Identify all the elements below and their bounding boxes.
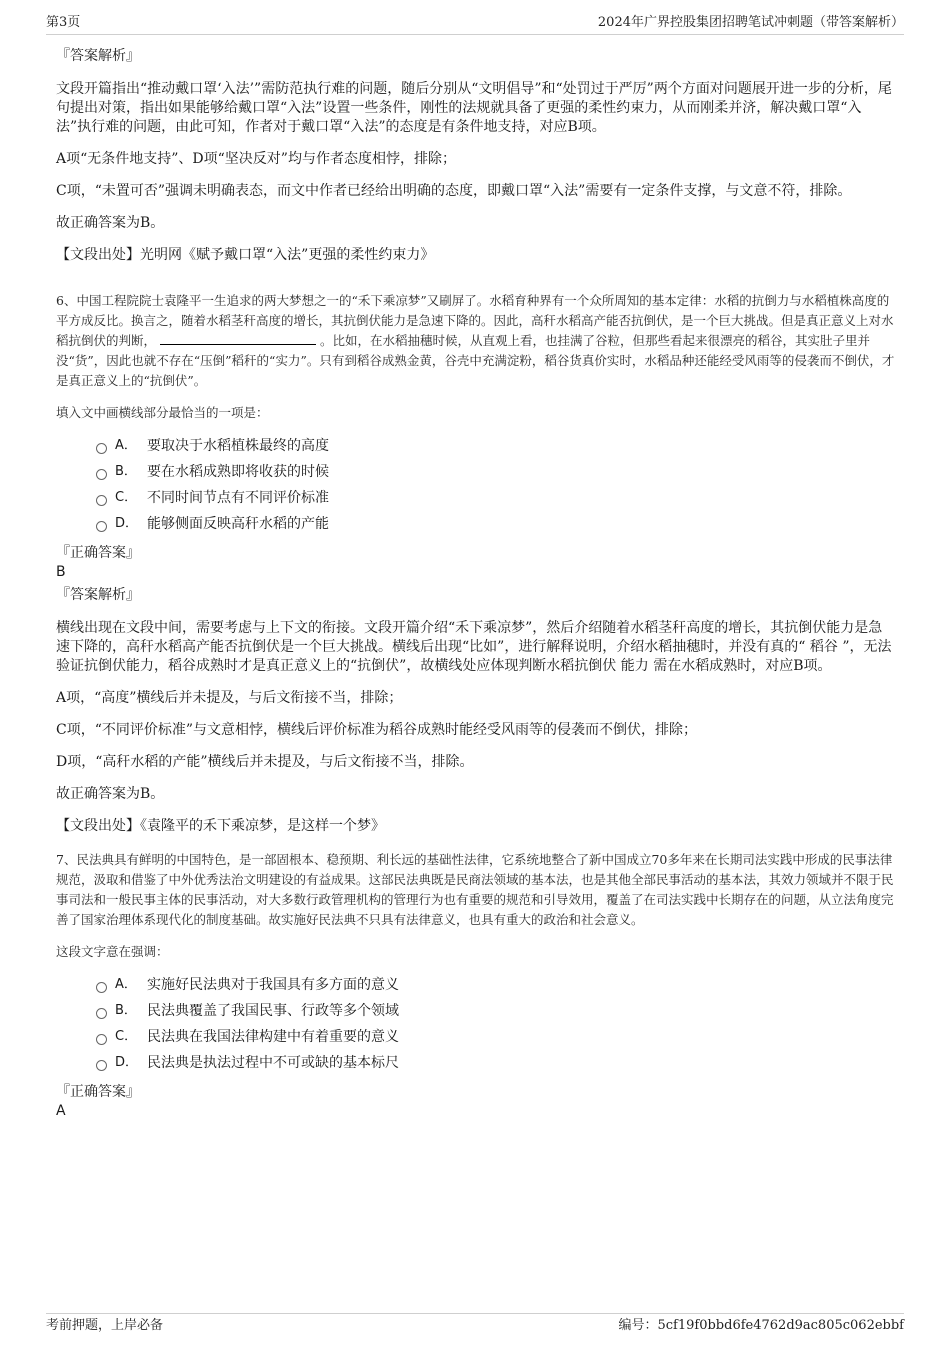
page-content [56,46,896,1120]
q6-analysis-p5: 故正确答案为B。 [56,786,165,802]
q5-analysis-p3: C项，“未置可否”强调未明确表态，而文中作者已经给出明确的态度，即戴口罩“入法”需要有一定条件支撑，与文意不符，排除。 [56,183,852,199]
q6-stem-after: 。比如，在水稻抽穗时候，从直观上看，也挂满了谷粒，但那些看起来很漂亮的稻谷，其实肚子里并没“货”，因此也就不存在“压倒”稻秆的“实力”。只有到稻谷成熟金黄，谷壳中充满淀粉，稻谷货真价实时，水稻品种还能经受风雨等的侵袭而不倒伏，才是真正意义上的“抗倒伏”。 [56,333,895,388]
q6-option-d[interactable]: D． 能够侧面反映高秆水稻的产能 [96,511,896,537]
q6-correct-value: B [56,564,66,580]
q7-option-a[interactable]: A． 实施好民法典对于我国具有多方面的意义 [96,972,896,998]
radio-icon[interactable] [96,1008,107,1019]
q6-analysis-p1: 横线出现在文段中间，需要考虑与上下文的衔接。文段开篇介绍“禾下乘凉梦”，然后介绍随着水稻茎秆高度的增长，其抗倒伏能力是急速下降的，高秆水稻高产能否抗倒伏是一个巨大挑战。横线后出现“比如”，进行解释说明，介绍水稻抽穗时，并没有真的“ 稻谷 ”，无法验证抗倒伏能力，稻谷成熟时才是真正意义上的“抗倒伏”，故横线处应体现判断水稻抗倒伏 能力 需在水稻成熟时，对应B项。 [56,620,892,674]
q5-analysis-p1: 文段开篇指出“推动戴口罩‘入法’”需防范执行难的问题，随后分别从“文明倡导”和“处罚过于严厉”两个方面对问题展开进一步的分析，尾句提出对策，指出如果能够给戴口罩“入法”设置一些条件，刚性的法规就具备了更强的柔性约束力，从而刚柔并济，解决戴口罩“入法”执行难的问题，由此可知，作者对于戴口罩“入法”的态度是有条件地支持，对应B项。 [56,81,892,135]
q5-analysis-label: 『答案解析』 [56,48,140,64]
q6-option-c[interactable]: C． 不同时间节点有不同评价标准 [96,485,896,511]
q7-option-d[interactable]: D． 民法典是执法过程中不可或缺的基本标尺 [96,1050,896,1076]
q6-fill-blank [160,332,316,345]
q7-options [96,972,896,1076]
radio-icon[interactable] [96,495,107,506]
q6-analysis-p2: A项，“高度”横线后并未提及，与后文衔接不当，排除； [56,690,403,706]
q6-correct-label: 『正确答案』 [56,545,140,561]
q5-analysis-p2: A项“无条件地支持”、D项“坚决反对”均与作者态度相悖，排除； [56,151,456,167]
q6-prompt: 填入文中画横线部分最恰当的一项是： [56,405,269,420]
footer-doc-id: 编号：5cf19f0bbd6fe4762d9ac805c062ebbf [618,1318,904,1333]
page-footer [46,1313,904,1338]
radio-icon[interactable] [96,469,107,480]
q7-correct-label: 『正确答案』 [56,1084,140,1100]
q6-option-a[interactable]: A． 要取决于水稻植株最终的高度 [96,433,896,459]
radio-icon[interactable] [96,982,107,993]
page-header [46,14,904,35]
q7-correct-value: A [56,1103,66,1119]
q7-stem: 7、民法典具有鲜明的中国特色，是一部固根本、稳预期、利长远的基础性法律，它系统地整合了新中国成立70多年来在长期司法实践中形成的民事法律规范，汲取和借鉴了中外优秀法治文明建设的有益成果。这部民法典既是民商法领域的基本法，也是其他全部民事活动的基本法，其效力领域并不限于民事司法和一般民事主体的民事活动，对大多数行政管理机构的管理行为也有重要的规范和引导效用，覆盖了在司法实践中长期存在的问题，从立法角度完善了国家治理体系现代化的制度基础。故实施好民法典不只具有法律意义，也具有重大的政治和社会意义。 [56,852,894,927]
q6-analysis-p3: C项，“不同评价标准”与文意相悖，横线后评价标准为稻谷成熟时能经受风雨等的侵袭而不倒伏，排除； [56,722,698,738]
q5-analysis-p4: 故正确答案为B。 [56,215,165,231]
q6-analysis-label: 『答案解析』 [56,587,140,603]
q6-stem-before: 6、中国工程院院士袁隆平一生追求的两大梦想之一的“禾下乘凉梦”又刷屏了。水稻育种界有一个众所周知的基本定律：水稻的抗倒力与水稻植株高度的平方成反比。换言之，随着水稻茎秆高度的增长，其抗倒伏能力是急速下降的。因此，高秆水稻高产能否抗倒伏，是一个巨大挑战。但是真正意义上对水稻抗倒伏的判断， [56,293,894,348]
radio-icon[interactable] [96,1034,107,1045]
q6-option-b[interactable]: B． 要在水稻成熟即将收获的时候 [96,459,896,485]
radio-icon[interactable] [96,443,107,454]
document-title: 2024年广界控股集团招聘笔试冲刺题（带答案解析） [597,15,904,30]
radio-icon[interactable] [96,1060,107,1071]
q5-source: 【文段出处】光明网《赋予戴口罩“入法”更强的柔性约束力》 [56,247,435,263]
footer-slogan: 考前押题，上岸必备 [46,1318,164,1333]
page-number: 第3页 [46,15,81,30]
q6-analysis-p4: D项，“高秆水稻的产能”横线后并未提及，与后文衔接不当，排除。 [56,754,474,770]
q6-options [96,433,896,537]
q6-stem [56,291,896,391]
q7-option-c[interactable]: C． 民法典在我国法律构建中有着重要的意义 [96,1024,896,1050]
radio-icon[interactable] [96,521,107,532]
q7-option-b[interactable]: B． 民法典覆盖了我国民事、行政等多个领域 [96,998,896,1024]
q6-source: 【文段出处】《袁隆平的禾下乘凉梦，是这样一个梦》 [56,818,385,834]
q7-prompt: 这段文字意在强调： [56,944,169,959]
